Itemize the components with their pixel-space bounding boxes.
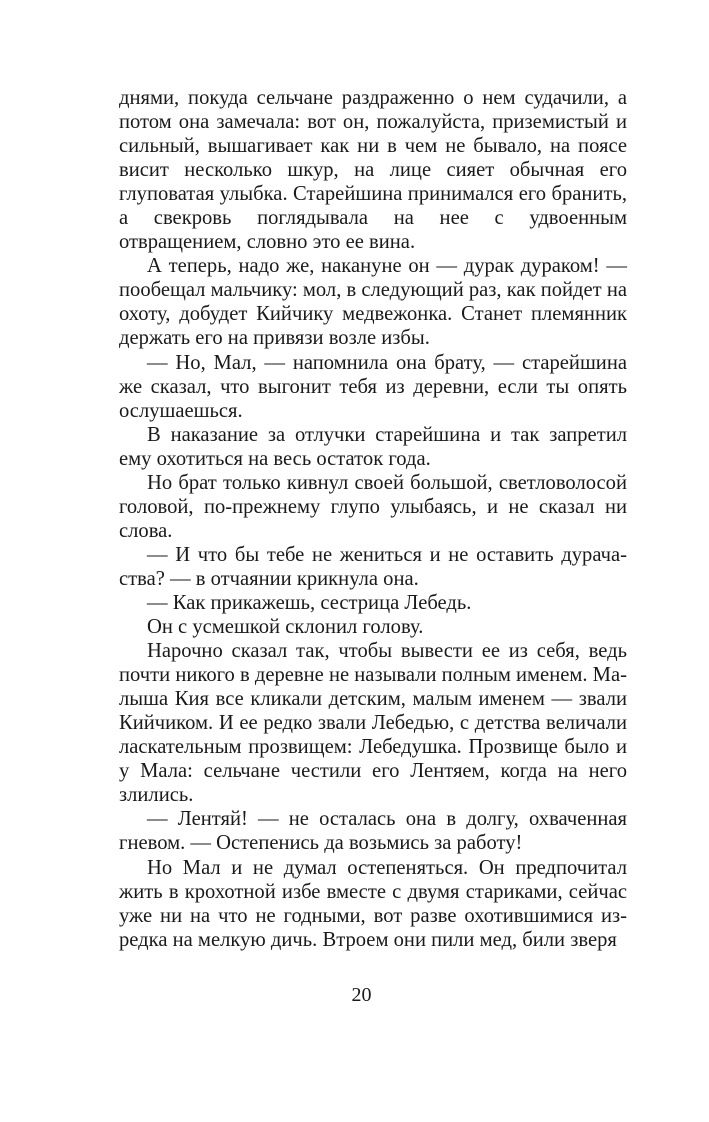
paragraph-5: Но брат только кивнул своей большой, светловолосой головой, по-прежнему глупо улыбаясь, и не сказал ни слова. xyxy=(119,471,627,542)
paragraph-9: Нарочно сказал так, чтобы вывести ее из себя, ведь почти никого в деревне не называли полным именем. Малыша Кия все кликали детским, малым именем — звали Кийчиком. И ее редко звали Лебедью, с детства величали ласкательным прозвищем: Лебедушка. Прозвище было и у Мала: сельчане честили его Лентяем, когда на него злились. xyxy=(119,640,627,807)
paragraph-3: — Но, Мал, — напомнила она брату, — старейшина же сказал, что выгонит тебя из деревни, если ты опять ослушаешься. xyxy=(119,351,627,422)
paragraph-8: Он с усмешкой склонил голову. xyxy=(147,616,424,639)
paragraph-1: днями, покуда сельчане раздраженно о нем судачили, а потом она замечала: вот он, пожалуйста, приземистый и сильный, вышагивает как ни в чем не бывало, на поясе висит несколько шкур, на лице сияет обычная его глуповатая улыбка. Старейшина принимался его бранить, а свекровь поглядывала на нее с удвоенным отвращением, словно это ее вина. xyxy=(119,87,627,254)
page-body xyxy=(119,86,627,952)
paragraph-2: А теперь, надо же, накануне он — дурак дураком! — пообещал мальчику: мол, в следующий раз, как пойдет на охоту, добудет Кийчику медвежонка. Станет племянник держать его на привязи возле избы. xyxy=(119,255,627,350)
paragraph-7: — Как прикажешь, сестрица Лебедь. xyxy=(147,591,472,614)
paragraph-6: — И что бы тебе не жениться и не оставить дурачаства? — в отчаянии крикнула она. xyxy=(119,543,627,590)
page-number: 20 xyxy=(351,984,372,1006)
paragraph-4: В наказание за отлучки старейшина и так запретил ему охотиться на весь остаток года. xyxy=(119,423,627,470)
paragraph-11: Но Мал и не думал остепеняться. Он предпочитал жить в крохотной избе вместе с двумя стариками, сейчас уже ни на что не годными, вот разве охотившимися изредка на мелкую дичь. Втроем они пили мед, били зверя xyxy=(119,856,627,951)
paragraph-10: — Лентяй! — не осталась она в долгу, охваченная гневом. — Остепенись да возьмись за работу! xyxy=(119,808,627,855)
